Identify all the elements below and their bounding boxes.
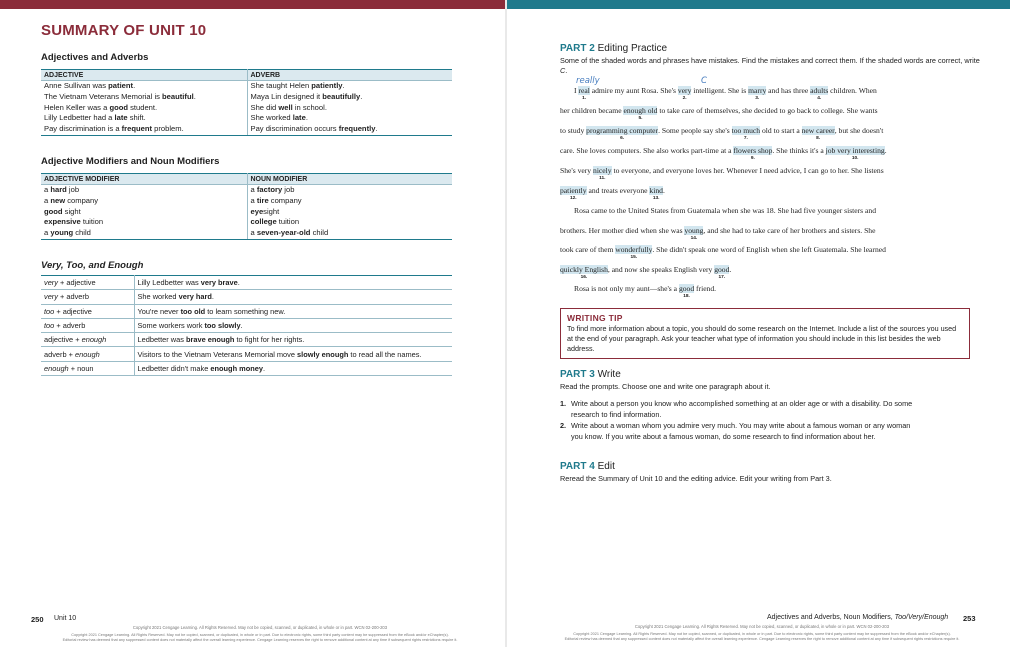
instr-correct-mark: C [560,66,566,75]
paragraph-line: her children became enough old 5. to take care of themselves, she decided to go back to college. She wants [560,106,878,121]
table-row [41,185,452,196]
page-number-left: 250 [31,615,44,624]
paragraph-line: Rosa came to the United States from Guatemala when she was 18. She had five younger sisters and [574,206,876,215]
table-row [41,217,452,228]
table-row [41,103,452,114]
table-row [41,228,452,239]
section-title-very-too-enough: Very, Too, and Enough [41,260,144,271]
table-row [41,333,452,347]
copyright-line: Copyright 2021 Cengage Learning. All Rights Reserved. May not be copied, scanned, or duplicated, in whole or in part. WCN 02-200-203 [132,625,388,630]
example-cell: Ledbetter didn't make enough money. [134,361,452,375]
paragraph-line: patiently 12. and treats everyone kind 13. . [560,186,665,201]
modifier-table [41,173,452,240]
table-cell: college tuition [250,217,300,227]
writing-prompt: 2. Write about a woman whom you admire very much. You may write about a famous woman or any woman you know. If you write about a famous woman, do some research to find information about her. [560,421,911,441]
table-cell: She worked late. [250,113,308,123]
left-page [0,9,505,647]
table-row [41,124,452,135]
part-4-heading [560,461,615,472]
part-3-label: PART 3 [560,369,595,380]
pattern-cell: adjective + enough [41,333,134,347]
writing-prompts-list [560,399,920,443]
part-2-title: Editing Practice [597,43,668,54]
table-row [41,207,452,218]
table-cell: Pay discrimination occurs frequently. [247,124,452,135]
copyright-line: Copyright 2021 Cengage Learning. All Rights Reserved. May not be copied, scanned, or duplicated, in whole or in part. Due to electronic rights, some third party content may be suppressed from the eBook and/or eChapter(s). [71,633,449,637]
part-2-instructions [560,56,980,76]
table-cell: a seven-year-old child [247,228,452,239]
table-cell: a tire company [250,195,302,205]
example-cell: Lilly Ledbetter was very brave. [134,276,452,290]
table-row [41,304,452,318]
copyright-line: Copyright 2021 Cengage Learning. All Rights Reserved. May not be copied, scanned, or duplicated, in whole or in part. WCN 02-200-203 [634,624,890,629]
table-row [41,318,452,332]
right-page [507,9,1010,647]
writing-tip-box [560,308,970,359]
table-row [41,290,452,304]
shaded-item-5[interactable]: enough old 5. [623,106,658,121]
writing-tip-title: WRITING TIP [567,313,623,323]
col-header-adverb: ADVERB [247,70,452,81]
very-too-enough-table [41,275,452,376]
part-4-instructions: Reread the Summary of Unit 10 and the editing advice. Edit your writing from Part 3. [560,474,832,483]
unit-summary-title: SUMMARY OF UNIT 10 [41,22,207,39]
part-3-instructions: Read the prompts. Choose one and write one paragraph about it. [560,382,771,391]
shaded-item-8[interactable]: new career 8. [801,126,835,141]
shaded-item-17[interactable]: good 17. [714,265,730,280]
shaded-item-6[interactable]: programming computer 6. [586,126,659,141]
copyright-line: Editorial review has deemed that any suppressed content does not materially affect the overall learning experience. Cengage Learning reserves the right to remove additional content at any time if subsequent rights restrictions require it. [564,637,960,641]
copyright-line: Copyright 2021 Cengage Learning. All Rights Reserved. May not be copied, scanned, or duplicated, in whole or in part. Due to electronic rights, some third party content may be suppressed from the eBook and/or eChapter(s). [573,632,951,636]
table-cell: good sight [41,207,247,218]
table-cell: Lilly Ledbetter had a late shift. [41,113,247,124]
example-cell: Visitors to the Vietnam Veterans Memorial move slowly enough to read all the names. [134,347,452,361]
section-title-adjectives-adverbs: Adjectives and Adverbs [41,52,149,63]
paragraph-line: Rosa is not only my aunt—she's a good 18. friend. [574,284,717,299]
paragraph-line: I real 1. admire my aunt Rosa. She's very 2. intelligent. She is marry 3. and has three adults 4. children. When [574,86,877,101]
shaded-item-12[interactable]: patiently 12. [560,186,587,201]
table-row [41,196,452,207]
part-3-title: Write [597,369,621,380]
shaded-item-18[interactable]: good 18. [678,284,695,299]
pattern-cell: adverb + enough [41,347,134,361]
table-cell: a factory job [250,185,295,194]
pattern-cell: very + adjective [41,276,134,290]
example-cell: Some workers work too slowly. [134,318,452,332]
paragraph-line: care. She loves computers. She also works part-time at a flowers shop 9. . She thinks it's a job very interesting 10. . [560,146,887,161]
shaded-item-9[interactable]: flowers shop 9. [733,146,773,161]
part-2-label: PART 2 [560,43,595,54]
table-cell: Pay discrimination is a frequent problem. [41,124,247,135]
shaded-item-16[interactable]: quickly English 16. [560,265,608,280]
table-cell: a hard job [41,185,247,196]
pattern-cell: too + adverb [41,318,134,332]
part-4-label: PART 4 [560,461,595,472]
table-row [41,92,452,103]
footer-unit-label: Unit 10 [54,615,77,622]
pattern-cell: very + adverb [41,290,134,304]
table-cell: expensive tuition [41,217,247,228]
copyright-line: Editorial review has deemed that any suppressed content does not materially affect the overall learning experience. Cengage Learning reserves the right to remove additional content at any time if subsequent rights restrictions require it. [62,638,458,642]
example-cell: You're never too old to learn something new. [134,304,452,318]
example-cell: She worked very hard. [134,290,452,304]
table-cell: She did well in school. [250,102,327,112]
part-2-heading [560,43,667,54]
unit-color-bar-right [507,0,1010,9]
col-header-adjective-modifier: ADJECTIVE MODIFIER [41,174,247,185]
table-cell: a new company [41,196,247,207]
table-cell: Maya Lin designed it beautifully. [250,91,363,101]
table-cell: The Vietnam Veterans Memorial is beautiful. [41,92,247,103]
paragraph-line: brothers. Her mother died when she was young 14. , and she had to take care of her brothers and sisters. She [560,226,876,241]
table-row [41,276,452,290]
table-cell: Anne Sullivan was patient. [41,81,247,92]
writing-tip-text: To find more information about a topic, you should do some research on the Internet. Include a list of the sources you used at the end of your paragraph. Ask your teacher what type of information you should include in this list besides the web address. [567,324,957,353]
unit-color-bar-left [0,0,505,9]
col-header-adjective: ADJECTIVE [41,70,247,81]
table-cell: eyesight [250,206,280,216]
paragraph-line: She's very nicely 11. to everyone, and everyone loves her. Whenever I need advice, I can go to her. She listens [560,166,884,181]
col-header-noun-modifier: NOUN MODIFIER [247,174,452,185]
section-title-modifiers: Adjective Modifiers and Noun Modifiers [41,156,220,167]
table-cell: Helen Keller was a good student. [41,103,247,114]
paragraph-line: quickly English 16. , and now she speaks English very good 17. . [560,265,732,280]
handwritten-correction-c: C [701,76,707,86]
pattern-cell: too + adjective [41,304,134,318]
writing-prompt: 1. Write about a person you know who accomplished something at an older age or with a disability. Do some research to find information. [560,399,913,419]
paragraph-line: to study programming computer 6. . Some people say she's too much 7. old to start a new career 8. , but she doesn't [560,126,884,141]
shaded-item-13[interactable]: kind 13. [649,186,663,201]
shaded-item-4[interactable]: adults 4. [810,86,829,101]
part-3-heading [560,369,621,380]
shaded-item-1[interactable]: real 1. [578,86,590,101]
page-number-right: 253 [963,614,976,623]
table-cell: She taught Helen patiently. [250,81,345,90]
shaded-item-15[interactable]: wonderfully 15. [615,245,653,260]
instr-text: . [565,66,568,75]
handwritten-correction-really: really [576,76,600,86]
table-row [41,81,452,92]
adjective-adverb-table [41,69,452,136]
shaded-item-14[interactable]: young 14. [684,226,704,241]
table-row [41,347,452,361]
part-4-title: Edit [597,461,615,472]
footer-chapter-title: Adjectives and Adverbs, Noun Modifiers, Too/Very/Enough [767,614,949,621]
shaded-item-3[interactable]: marry 3. [748,86,767,101]
pattern-cell: enough + noun [41,361,134,375]
table-cell: a young child [41,228,247,239]
table-row [41,361,452,375]
shaded-item-11[interactable]: nicely 11. [593,166,612,181]
shaded-item-10[interactable]: job very interesting 10. [825,146,885,161]
shaded-item-7[interactable]: too much 7. [731,126,761,141]
example-cell: Ledbetter was brave enough to fight for her rights. [134,333,452,347]
table-row [41,113,452,124]
paragraph-line: took care of them wonderfully 15. . She didn't speak one word of English when she left Guatemala. She learned [560,245,886,260]
instr-text: Some of the shaded words and phrases have mistakes. Find the mistakes and correct them. If the shaded words are correct, write [560,56,980,65]
shaded-item-2[interactable]: very 2. [677,86,692,101]
